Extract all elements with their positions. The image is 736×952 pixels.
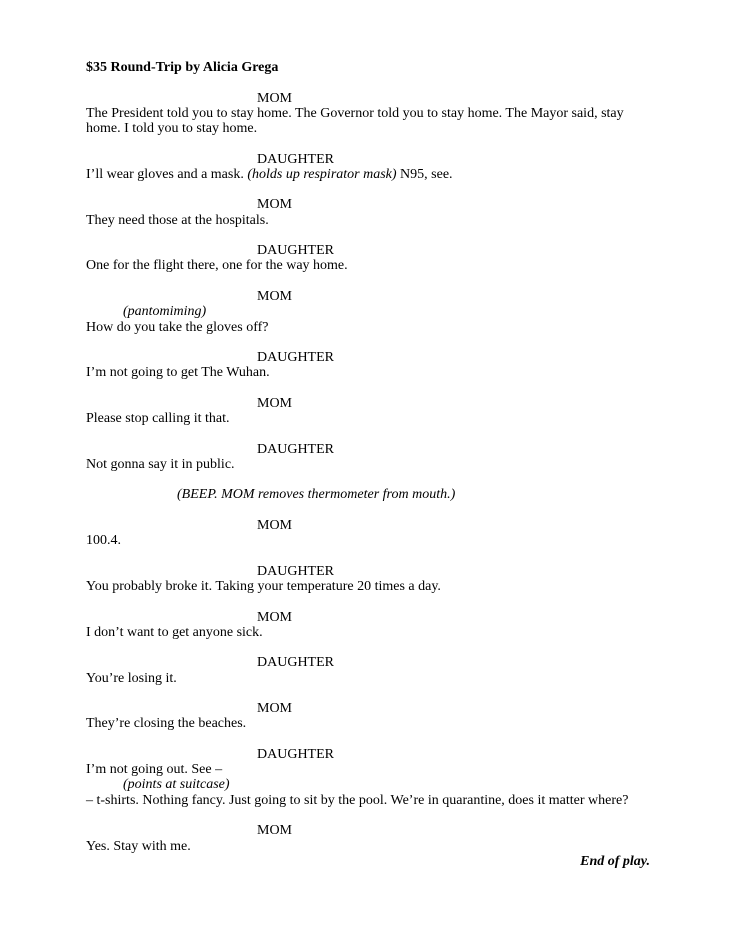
dialogue-line	[86, 411, 657, 426]
end-of-play-note: End of play.	[580, 853, 650, 869]
dialogue-line	[86, 579, 657, 594]
speech-block	[86, 197, 657, 228]
speech-block	[86, 823, 657, 854]
character-name: MOM	[257, 90, 293, 106]
dialogue-text: N95, see.	[396, 166, 453, 182]
character-name: MOM	[257, 517, 293, 533]
dialogue-text: They need those at the hospitals.	[86, 212, 269, 228]
dialogue-line	[86, 213, 657, 228]
dialogue-text: I don’t want to get anyone sick.	[86, 624, 263, 640]
speech-block	[86, 289, 657, 335]
dialogue-text: One for the flight there, one for the way home.	[86, 258, 348, 274]
character-name: MOM	[257, 197, 293, 213]
dialogue-text: The President told you to stay home. The Governor told you to stay home. The Mayor said, stay home. I told you to stay home.	[86, 105, 624, 137]
character-name: MOM	[257, 701, 293, 717]
speech-block	[86, 564, 657, 595]
speech-block	[86, 152, 657, 183]
dialogue-text: Yes. Stay with me.	[86, 838, 191, 854]
character-name: DAUGHTER	[257, 243, 334, 259]
dialogue-text: They’re closing the beaches.	[86, 716, 247, 732]
speech-block	[86, 91, 657, 137]
speech-block	[86, 518, 657, 549]
character-name: DAUGHTER	[257, 655, 334, 671]
speech-block	[86, 243, 657, 274]
dialogue-text: I’m not going to get The Wuhan.	[86, 365, 270, 381]
inline-stage-direction: (holds up respirator mask)	[247, 166, 397, 182]
dialogue-text: 100.4.	[86, 533, 121, 549]
stage-direction-text: (BEEP. MOM removes thermometer from mouth.)	[177, 487, 456, 503]
dialogue-text: – t-shirts. Nothing fancy. Just going to sit by the pool. We’re in quarantine, does it matter where?	[86, 792, 629, 808]
stage-direction-block	[86, 487, 657, 502]
speech-block	[86, 747, 657, 808]
speech-block	[86, 701, 657, 732]
play-title: $35 Round-Trip by Alicia Grega	[86, 60, 279, 75]
dialogue-line	[86, 533, 657, 548]
character-name: DAUGHTER	[257, 151, 334, 167]
dialogue-text: I’ll wear gloves and a mask.	[86, 166, 248, 182]
character-name: DAUGHTER	[257, 746, 334, 762]
dialogue-line	[86, 258, 657, 273]
dialogue-text: Please stop calling it that.	[86, 411, 230, 427]
character-name: MOM	[257, 288, 293, 304]
dialogue-text: You probably broke it. Taking your temperature 20 times a day.	[86, 579, 441, 595]
dialogue-line	[86, 716, 657, 731]
character-name: MOM	[257, 395, 293, 411]
dialogue-line	[86, 793, 657, 808]
character-name: DAUGHTER	[257, 441, 334, 457]
dialogue-line	[86, 762, 657, 777]
character-name: MOM	[257, 823, 293, 839]
speech-block	[86, 350, 657, 381]
inline-stage-direction: (points at suitcase)	[123, 777, 230, 793]
dialogue-text: How do you take the gloves off?	[86, 319, 269, 335]
speech-block	[86, 610, 657, 641]
dialogue-text: You’re losing it.	[86, 670, 177, 686]
speech-block	[86, 442, 657, 473]
dialogue-line	[86, 167, 657, 182]
dialogue-text: I’m not going out. See –	[86, 762, 223, 778]
dialogue-line	[86, 671, 657, 686]
character-name: DAUGHTER	[257, 350, 334, 366]
speech-block	[86, 396, 657, 427]
character-name: DAUGHTER	[257, 563, 334, 579]
character-name: MOM	[257, 609, 293, 625]
dialogue-line	[86, 320, 657, 335]
dialogue-line	[86, 106, 657, 137]
dialogue-line	[86, 365, 657, 380]
inline-stage-direction: (pantomiming)	[123, 304, 207, 320]
dialogue-line	[86, 839, 657, 854]
dialogue-line	[86, 625, 657, 640]
script-body	[86, 91, 657, 854]
dialogue-line	[86, 457, 657, 472]
speech-block	[86, 655, 657, 686]
dialogue-text: Not gonna say it in public.	[86, 456, 235, 472]
